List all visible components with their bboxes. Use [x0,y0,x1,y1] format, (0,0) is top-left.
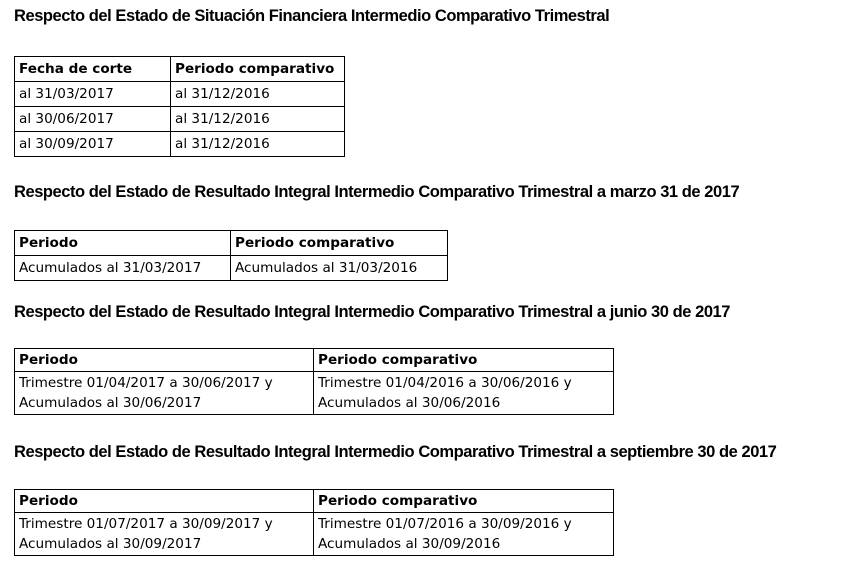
table-row [15,256,448,281]
section-2-table [14,230,448,281]
table-row [15,372,614,415]
cell-line: Acumulados al 30/06/2017 [19,395,202,411]
section-2-title: Respecto del Estado de Resultado Integral Intermedio Comparativo Trimestral a marzo 31 de 2017 [14,183,740,201]
table-cell [314,513,614,556]
section-3-table [14,348,614,415]
table-cell: al 31/12/2016 [171,82,345,107]
table-cell: al 31/12/2016 [171,132,345,157]
table-cell: al 30/06/2017 [15,107,171,132]
header-cell: Periodo [15,349,314,372]
section-4-title: Respecto del Estado de Resultado Integral Intermedio Comparativo Trimestral a septiembre 30 de 2017 [14,443,777,461]
header-cell: Periodo comparativo [314,349,614,372]
table-cell: al 31/12/2016 [171,107,345,132]
cell-line: Trimestre 01/07/2017 a 30/09/2017 y [19,516,273,532]
header-cell: Fecha de corte [15,57,171,82]
cell-line: Acumulados al 30/09/2016 [318,536,501,552]
cell-line: Trimestre 01/07/2016 a 30/09/2016 y [318,516,572,532]
table-header-row [15,490,614,513]
table-header-row [15,231,448,256]
table-cell [15,513,314,556]
section-1-table [14,56,345,157]
cell-line: Acumulados al 30/06/2016 [318,395,501,411]
header-cell: Periodo [15,490,314,513]
header-cell: Periodo comparativo [231,231,448,256]
header-cell: Periodo [15,231,231,256]
cell-line: Trimestre 01/04/2017 a 30/06/2017 y [19,375,273,391]
header-cell: Periodo comparativo [171,57,345,82]
table-cell: al 31/03/2017 [15,82,171,107]
table-row [15,82,345,107]
section-1-title: Respecto del Estado de Situación Financiera Intermedio Comparativo Trimestral [14,7,610,25]
table-cell [314,372,614,415]
table-row [15,107,345,132]
table-cell [15,372,314,415]
cell-line: Acumulados al 30/09/2017 [19,536,202,552]
cell-line: Trimestre 01/04/2016 a 30/06/2016 y [318,375,572,391]
section-3-title: Respecto del Estado de Resultado Integral Intermedio Comparativo Trimestral a junio 30 de 2017 [14,303,730,321]
table-cell: Acumulados al 31/03/2017 [15,256,231,281]
table-cell: Acumulados al 31/03/2016 [231,256,448,281]
header-cell: Periodo comparativo [314,490,614,513]
section-4-table [14,489,614,556]
table-header-row [15,57,345,82]
table-cell: al 30/09/2017 [15,132,171,157]
table-row [15,132,345,157]
table-row [15,513,614,556]
table-header-row [15,349,614,372]
